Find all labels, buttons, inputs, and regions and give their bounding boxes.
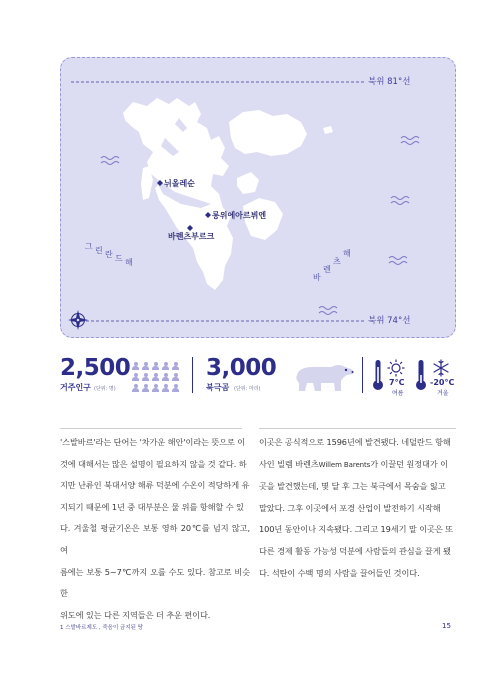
- winter-temp-value: -20°C: [430, 378, 455, 387]
- page-number: 15: [442, 622, 451, 630]
- left-line-3: 지만 난류인 북대서양 해류 덕분에 수온이 적당하게 유: [60, 480, 250, 491]
- right-column-rule: [259, 428, 456, 429]
- person-icon: [172, 362, 179, 370]
- summer-temp-label: 여름: [392, 390, 404, 397]
- polar-bear-icon: [291, 361, 357, 393]
- barents-sea-label: 바 렌 츠 해: [313, 249, 351, 282]
- greenland-sea-label: 그 린 란 드 해: [85, 242, 133, 267]
- right-line-6: 다른 경제 활동 가능성 덕분에 사람들의 관심을 끌게 됐: [259, 545, 451, 556]
- place-barentsburg: 바렌츠부르크: [168, 232, 215, 241]
- sun-icon: [387, 359, 405, 377]
- left-line-4: 지되기 때문에 1년 중 대부분은 물 위를 항해할 수 있: [60, 501, 244, 512]
- left-line-6: 름에는 보통 5~7℃까지 오를 수도 있다. 참고로 비슷한: [60, 566, 250, 599]
- left-line-5: 다. 겨울철 평균기온은 보통 영하 20℃를 넘지 않고, 여: [60, 523, 250, 555]
- person-icon: [132, 384, 139, 392]
- left-column-rule: [60, 428, 242, 429]
- population-value: 2,500: [60, 355, 131, 381]
- right-line-2-pre: 사인 빌렘 바렌츠: [259, 458, 319, 469]
- kvitoya-island: [323, 126, 333, 134]
- left-line-2: 것에 대해서는 많은 설명이 필요하지 않을 것 같다. 하: [60, 458, 247, 469]
- person-icon: [132, 373, 139, 381]
- person-icon: [152, 373, 159, 381]
- right-line-4: 말았다. 그후 이곳에서 포경 산업이 발전하기 시작해: [259, 502, 441, 513]
- polar-bear-label: 북극곰: [206, 383, 230, 392]
- person-icon: [172, 384, 179, 392]
- left-column-text: [60, 432, 250, 626]
- thermometer-icon: [372, 359, 384, 391]
- stats-divider: [192, 357, 193, 393]
- summer-temp-value: 7°C: [389, 378, 405, 387]
- person-icon: [152, 362, 159, 370]
- polar-bear-unit: (단위: 마리): [234, 386, 261, 392]
- latitude-81-label: 북위 81°선: [365, 75, 413, 87]
- right-line-7: 다. 석탄이 수백 명의 사람을 끌어들인 것이다.: [259, 567, 420, 578]
- population-label: 거주인구: [60, 383, 91, 392]
- thermometer-icon: [415, 359, 427, 391]
- person-icon: [172, 373, 179, 381]
- person-icon: [132, 362, 139, 370]
- polar-bear-value: 3,000: [206, 355, 277, 381]
- place-longyearbyen: 롱위에아르뷔엔: [212, 211, 267, 220]
- left-line-7: 위도에 있는 다른 지역들은 더 추운 편이다.: [60, 609, 211, 620]
- winter-temp-label: 겨울: [437, 390, 449, 397]
- left-line-1: '스발바르'라는 단어는 '차가운 해안'이라는 뜻으로 이: [60, 437, 246, 447]
- person-icon: [162, 373, 169, 381]
- willem-barents-latin: Willem Barents: [318, 460, 371, 469]
- chapter-footer: 1 스발바르제도 , 죽음이 금지된 땅: [60, 625, 144, 631]
- population-unit: (단위: 명): [94, 386, 116, 392]
- svalbard-map: [60, 57, 456, 338]
- person-icon: [152, 384, 159, 392]
- barentsoya-island: [237, 172, 259, 194]
- right-line-2-post: 가 이끌던 원정대가 이: [370, 458, 448, 469]
- compass-rose-icon: [68, 310, 88, 330]
- person-icon: [142, 384, 149, 392]
- stats-strip: [60, 355, 456, 397]
- snowflake-icon: [432, 359, 450, 377]
- stats-divider: [362, 357, 363, 393]
- person-icon: [162, 384, 169, 392]
- right-line-2: [259, 454, 459, 477]
- latitude-74-label: 북위 74°선: [365, 314, 413, 326]
- right-column-text: [259, 432, 459, 584]
- person-icon: [142, 362, 149, 370]
- person-icon: [162, 362, 169, 370]
- right-line-5: 100년 동안이나 지속됐다. 그리고 19세기 말 이곳은 또: [259, 524, 453, 535]
- nordaustlandet-island: [229, 110, 307, 156]
- right-line-3: 곳을 발견했는데, 몇 달 후 그는 북극에서 목숨을 잃고: [259, 481, 446, 492]
- person-icon: [142, 373, 149, 381]
- people-icon-grid: [132, 362, 192, 392]
- place-ny-alesund: 뉘올레순: [164, 179, 195, 188]
- right-line-1: 이곳은 공식적으로 1596년에 발견됐다. 네덜란드 항해: [259, 437, 451, 447]
